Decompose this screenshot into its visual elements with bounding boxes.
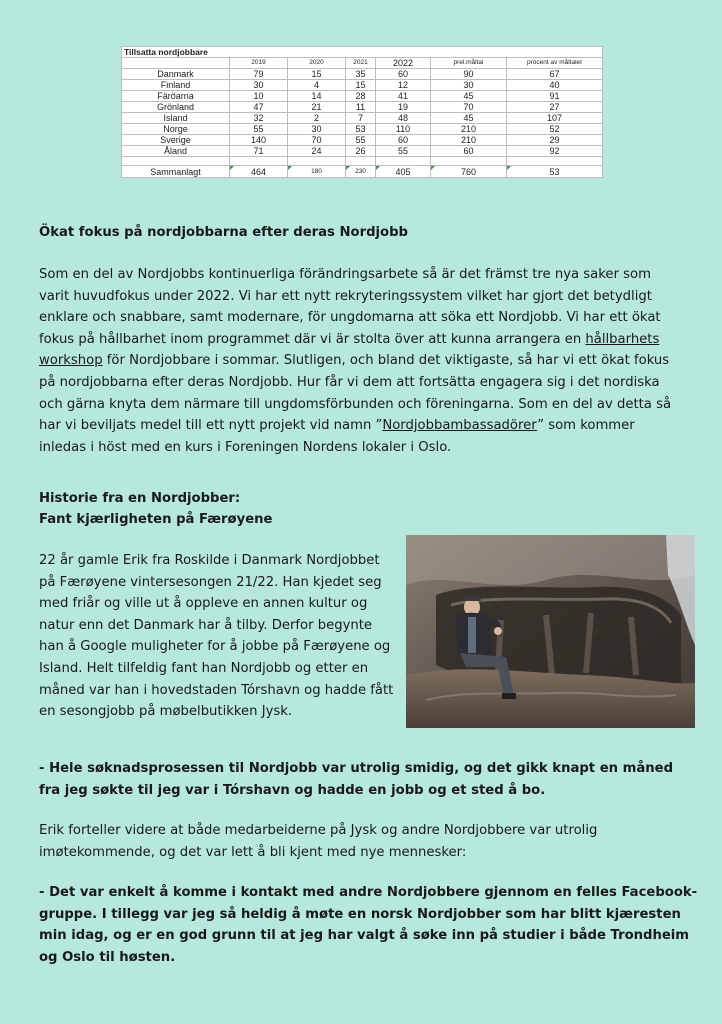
value-cell: 15 (346, 80, 376, 91)
table-header: 2021 (346, 58, 376, 69)
table-spacer-row (122, 157, 603, 166)
story-heading-line1: Historie fra en Nordjobber: (39, 491, 241, 506)
empty-cell (507, 157, 603, 166)
table-row (122, 124, 603, 135)
value-cell: 92 (507, 146, 603, 157)
value-cell: 110 (376, 124, 431, 135)
table-title: Tillsatta nordjobbare (122, 47, 603, 58)
value-cell: 70 (431, 102, 507, 113)
value-cell: 30 (431, 80, 507, 91)
country-cell: Norge (122, 124, 230, 135)
table-header: 2022 (376, 58, 431, 69)
empty-cell (230, 157, 288, 166)
table-header-row (122, 58, 603, 69)
value-cell: 29 (507, 135, 603, 146)
placements-table (121, 46, 603, 178)
value-cell: 21 (288, 102, 346, 113)
value-cell: 140 (230, 135, 288, 146)
total-value-cell: 464 (230, 166, 288, 178)
total-value-cell: 180 (288, 166, 346, 178)
value-cell: 55 (376, 146, 431, 157)
body-paragraph (39, 264, 679, 458)
country-cell: Finland (122, 80, 230, 91)
value-cell: 45 (431, 91, 507, 102)
value-cell: 12 (376, 80, 431, 91)
table-header: prel.måltal (431, 58, 507, 69)
quote-1 (39, 758, 689, 801)
value-cell: 40 (507, 80, 603, 91)
value-cell: 30 (230, 80, 288, 91)
value-cell: 60 (376, 135, 431, 146)
story-intro (39, 550, 397, 723)
table-header: procent av måltalet (507, 58, 603, 69)
table-total-row (122, 166, 603, 178)
value-cell: 52 (507, 124, 603, 135)
value-cell: 14 (288, 91, 346, 102)
value-cell: 70 (288, 135, 346, 146)
value-cell: 90 (431, 69, 507, 80)
table-row (122, 80, 603, 91)
total-label-cell: Sammanlagt (122, 166, 230, 178)
total-value-cell: 760 (431, 166, 507, 178)
value-cell: 67 (507, 69, 603, 80)
section-focus-body (39, 264, 679, 458)
paragraph-text: Som en del av Nordjobbs kontinuerliga förändringsarbete så är det främst tre nya saker som varit huvudfokus under 2022. Vi har ett nytt rekryteringssystem vilket har gjort det betydligt enklare och snabbare, samt modernare, för ungdomarna att söka ett Nordjobb. Vi har ett ökat fokus på hållbarhet inom programmet där vi är stolta över att kunna arrangera en (39, 267, 661, 347)
quote-2-text: - Det var enkelt å komme i kontakt med andre Nordjobbere gjennom en felles Facebook-gruppe. I tillegg var jeg så heldig å møte en norsk Nordjobber som har blitt kjæresten min idag, og er en god grunn til at jeg har valgt å søke inn på studier i både Trondheim og Oslo til høsten. (39, 885, 698, 965)
value-cell: 4 (288, 80, 346, 91)
value-cell: 55 (346, 135, 376, 146)
empty-cell (431, 157, 507, 166)
value-cell: 19 (376, 102, 431, 113)
country-cell: Åland (122, 146, 230, 157)
value-cell: 47 (230, 102, 288, 113)
table-row (122, 69, 603, 80)
country-cell: Färöarna (122, 91, 230, 102)
table-row (122, 91, 603, 102)
value-cell: 27 (507, 102, 603, 113)
value-cell: 60 (431, 146, 507, 157)
country-cell: Grönland (122, 102, 230, 113)
value-cell: 26 (346, 146, 376, 157)
total-value-cell: 405 (376, 166, 431, 178)
empty-cell (122, 157, 230, 166)
cave-photo-illustration (406, 535, 695, 728)
story-intro-text: 22 år gamle Erik fra Roskilde i Danmark Nordjobbet på Færøyene vintersesongen 21/22. Han kjedet seg med friår og ville ut å oppleve en annen kultur og natur enn det Danmark har å tilby. Derfor begynte han å Google muligheter for å jobbe på Færøyene og Island. Helt tilfeldig fant han Nordjobb og etter en måned var han i hovedstaden Tórshavn og hadde fått en sesongjobb på møbelbutikken Jysk. (39, 553, 394, 720)
table-row (122, 113, 603, 124)
sustainability-workshop-link[interactable]: hållbarhets workshop (39, 331, 660, 369)
value-cell: 32 (230, 113, 288, 124)
value-cell: 41 (376, 91, 431, 102)
quote-2 (39, 882, 699, 968)
table-row (122, 146, 603, 157)
value-cell: 15 (288, 69, 346, 80)
paragraph-text: för Nordjobbare i sommar. Slutligen, och bland det viktigaste, så har vi ett ökat fokus på nordjobbarna efter deras Nordjobb. Hur får vi dem att fortsätta engagera sig i det nordiska och gärna knyta dem närmare till ungdomsförbunden och föreningarna. Som en del av detta så har vi beviljats medel till ett nytt projekt vid namn ” (39, 353, 672, 434)
empty-cell (376, 157, 431, 166)
value-cell: 53 (346, 124, 376, 135)
value-cell: 210 (431, 135, 507, 146)
statistics-table (121, 46, 602, 178)
country-cell: Danmark (122, 69, 230, 80)
empty-cell (288, 157, 346, 166)
ambassadors-link[interactable]: Nordjobbambassadörer (382, 418, 538, 434)
section-heading: Ökat fokus på nordjobbarna efter deras Nordjobb (39, 225, 408, 240)
story-heading-line2: Fant kjærligheten på Færøyene (39, 512, 273, 527)
table-header (122, 58, 230, 69)
story-heading (39, 488, 679, 530)
country-cell: Island (122, 113, 230, 124)
table-header: 2019 (230, 58, 288, 69)
story-photo (406, 535, 695, 728)
section-focus (39, 222, 679, 243)
value-cell: 35 (346, 69, 376, 80)
quote-1-text: - Hele søknadsprosessen til Nordjobb var utrolig smidig, og det gikk knapt en måned fra jeg søkte til jeg var i Tórshavn og hadde en jobb og et sted å bo. (39, 761, 674, 798)
value-cell: 107 (507, 113, 603, 124)
value-cell: 45 (431, 113, 507, 124)
total-value-cell: 230 (346, 166, 376, 178)
story-middle (39, 820, 659, 863)
value-cell: 79 (230, 69, 288, 80)
value-cell: 11 (346, 102, 376, 113)
value-cell: 48 (376, 113, 431, 124)
country-cell: Sverige (122, 135, 230, 146)
value-cell: 30 (288, 124, 346, 135)
value-cell: 28 (346, 91, 376, 102)
value-cell: 210 (431, 124, 507, 135)
story-middle-text: Erik forteller videre at både medarbeiderne på Jysk og andre Nordjobbere var utrolig imøtekommende, og det var lett å bli kjent med nye mennesker: (39, 823, 598, 860)
value-cell: 10 (230, 91, 288, 102)
paragraph-text: ” som kommer inledas i höst med en kurs i Foreningen Nordens lokaler i Oslo. (39, 418, 635, 455)
value-cell: 71 (230, 146, 288, 157)
value-cell: 60 (376, 69, 431, 80)
value-cell: 7 (346, 113, 376, 124)
table-row (122, 102, 603, 113)
total-value-cell: 53 (507, 166, 603, 178)
table-row (122, 135, 603, 146)
empty-cell (346, 157, 376, 166)
table-header: 2020 (288, 58, 346, 69)
value-cell: 55 (230, 124, 288, 135)
value-cell: 91 (507, 91, 603, 102)
value-cell: 24 (288, 146, 346, 157)
value-cell: 2 (288, 113, 346, 124)
